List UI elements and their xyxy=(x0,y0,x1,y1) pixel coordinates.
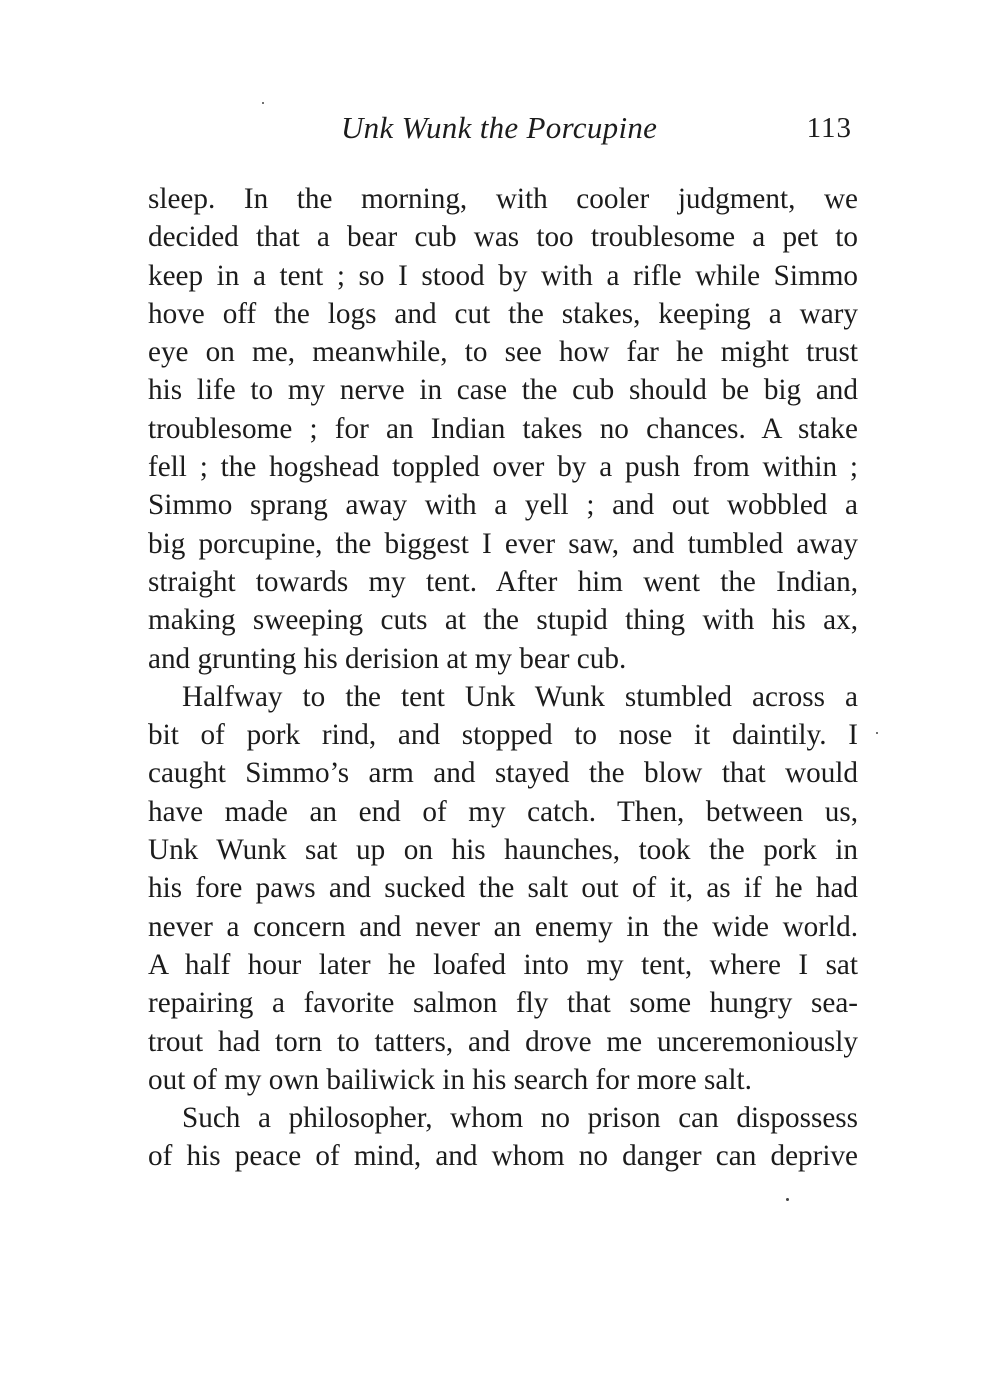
text-line: Such a philosopher, whom no prison can dispossess xyxy=(182,1102,858,1135)
paragraph-3 xyxy=(148,1099,858,1176)
text-line: sleep. In the morning, with cooler judgment, we xyxy=(148,183,858,215)
scan-speck xyxy=(262,102,264,104)
text-line: repairing a favorite salmon fly that some hungry sea- xyxy=(148,987,858,1020)
text-line: of his peace of mind, and whom no danger can deprive xyxy=(148,1140,858,1173)
text-line: have made an end of my catch. Then, between us, xyxy=(148,795,858,828)
text-line: bit of pork rind, and stopped to nose it daintily. I xyxy=(148,719,858,752)
text-line: Simmo sprang away with a yell ; and out wobbled a xyxy=(148,489,858,522)
scan-speck xyxy=(876,732,878,734)
body-text xyxy=(148,180,858,1176)
text-line: fell ; the hogshead toppled over by a push from within ; xyxy=(148,451,858,484)
paragraph-1 xyxy=(148,180,858,678)
running-head xyxy=(148,110,858,154)
text-line: out of my own bailiwick in his search for more salt. xyxy=(148,1063,752,1096)
text-line: big porcupine, the biggest I ever saw, and tumbled away xyxy=(148,527,858,560)
text-line: never a concern and never an enemy in the wide world. xyxy=(148,910,858,943)
text-line: his life to my nerve in case the cub should be big and xyxy=(148,374,858,407)
text-line: hove off the logs and cut the stakes, keeping a wary xyxy=(148,297,858,330)
text-line: Halfway to the tent Unk Wunk stumbled across a xyxy=(182,680,858,713)
text-line: decided that a bear cub was too troublesome a pet to xyxy=(148,221,858,254)
text-line: straight towards my tent. After him went the Indian, xyxy=(148,565,858,598)
text-line: troublesome ; for an Indian takes no chances. A stake xyxy=(148,412,858,445)
text-line: caught Simmo’s arm and stayed the blow that would xyxy=(148,757,858,790)
page-number: 113 xyxy=(806,112,852,144)
text-line: making sweeping cuts at the stupid thing with his ax, xyxy=(148,604,858,637)
text-line: A half hour later he loafed into my tent, where I sat xyxy=(148,948,858,981)
text-line: and grunting his derision at my bear cub. xyxy=(148,642,627,675)
running-title: Unk Wunk the Porcupine xyxy=(341,110,658,145)
text-line: keep in a tent ; so I stood by with a rifle while Simmo xyxy=(148,259,858,292)
text-line: eye on me, meanwhile, to see how far he might trust xyxy=(148,336,858,369)
paragraph-2 xyxy=(148,678,858,1099)
text-line: his fore paws and sucked the salt out of it, as if he had xyxy=(148,872,858,905)
scan-speck xyxy=(786,1198,789,1201)
text-line: Unk Wunk sat up on his haunches, took the pork in xyxy=(148,834,858,867)
text-line: trout had torn to tatters, and drove me unceremoniously xyxy=(148,1025,858,1058)
